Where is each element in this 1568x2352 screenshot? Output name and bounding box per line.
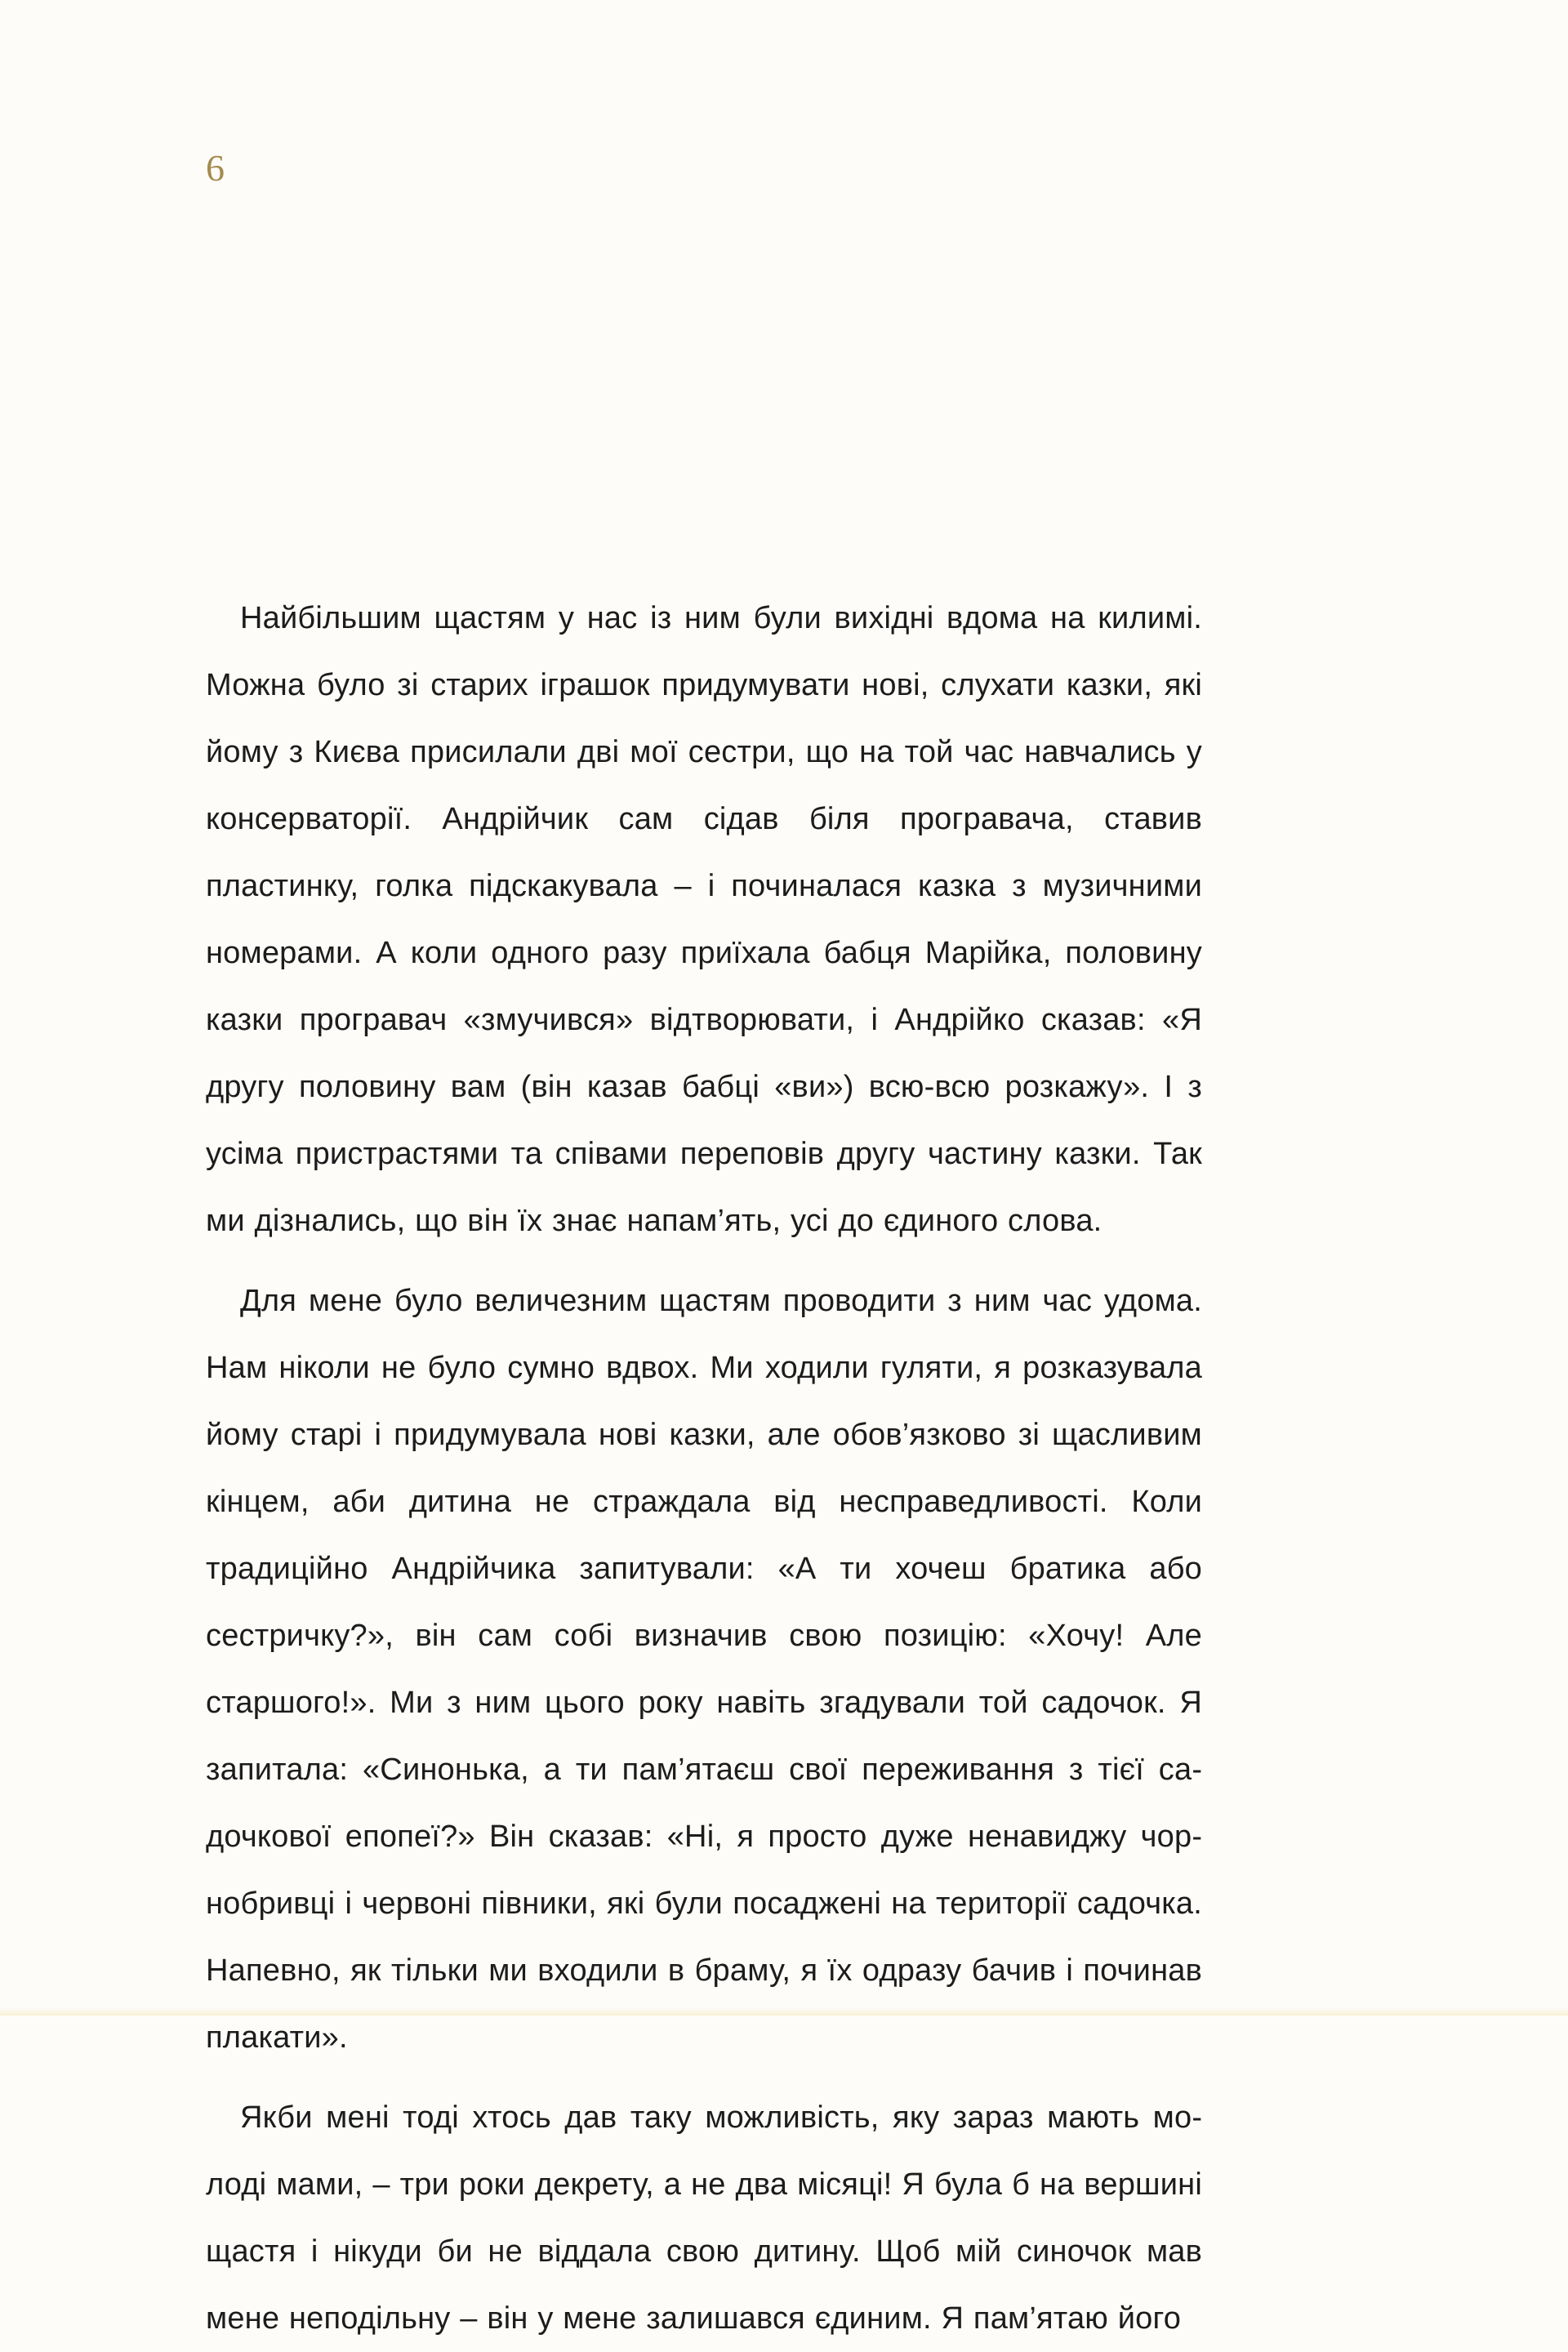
paragraph-1: Найбільшим щастям у нас із ним були вихідні вдома на килимі. Можна було зі старих іграшок придумувати нові, слухати казки, які йому з Києва присилали дві мої сестри, що на той час навчались у консерваторії. Андрійчик сам сідав біля програвача, ставив пластинку, голка підскакувала – і починалася казка з музичними номерами. А коли одного разу приїхала бабця Марійка, половину казки програвач «змучився» відтворювати, і Андрійко сказав: «Я другу половину вам (він казав бабці «ви») всю-всю розкажу». І з усіма пристрастями та співами переповів другу частину казки. Так ми дізнались, що він їх знає напам’ять, усі до єдиного слова. bbox=[206, 601, 1202, 1238]
paragraph-2: Для мене було величезним щастям проводити з ним час удома. Нам ніколи не було сумно вдвох. Ми ходили гуляти, я розказувала йому старі і придумувала нові казки, але обов’язково зі щасливим кінцем, аби дитина не страждала від несправедливості. Коли традиційно Андрійчика запитували: «А ти хочеш братика або сестричку?», він сам собі визначив свою позицію: «Хочу! Але старшого!». Ми з ним цього року навіть згадували той садочок. Я запитала: «Синонька, а ти пам’ятаєш свої переживання з тієї садочкової епопеї?» Він сказав: «Ні, я просто дуже ненавиджу чорнобривці і червоні півники, які були посаджені на території садочка. Напевно, як тільки ми входили в браму, я їх одразу бачив і починав плакати». bbox=[206, 1284, 1202, 2055]
page-number: 6 bbox=[206, 147, 225, 189]
body-text bbox=[206, 585, 1202, 2352]
paragraph-3: Якби мені тоді хтось дав таку можливість, яку зараз мають молоді мами, – три роки декрету, а не два місяці! Я була б на вершині щастя і нікуди би не віддала свою дитину. Щоб мій синочок мав мене неподільну – він у мене залишався єдиним. Я пам’ятаю його bbox=[206, 2100, 1202, 2336]
page-bottom-edge bbox=[0, 2007, 1568, 2016]
